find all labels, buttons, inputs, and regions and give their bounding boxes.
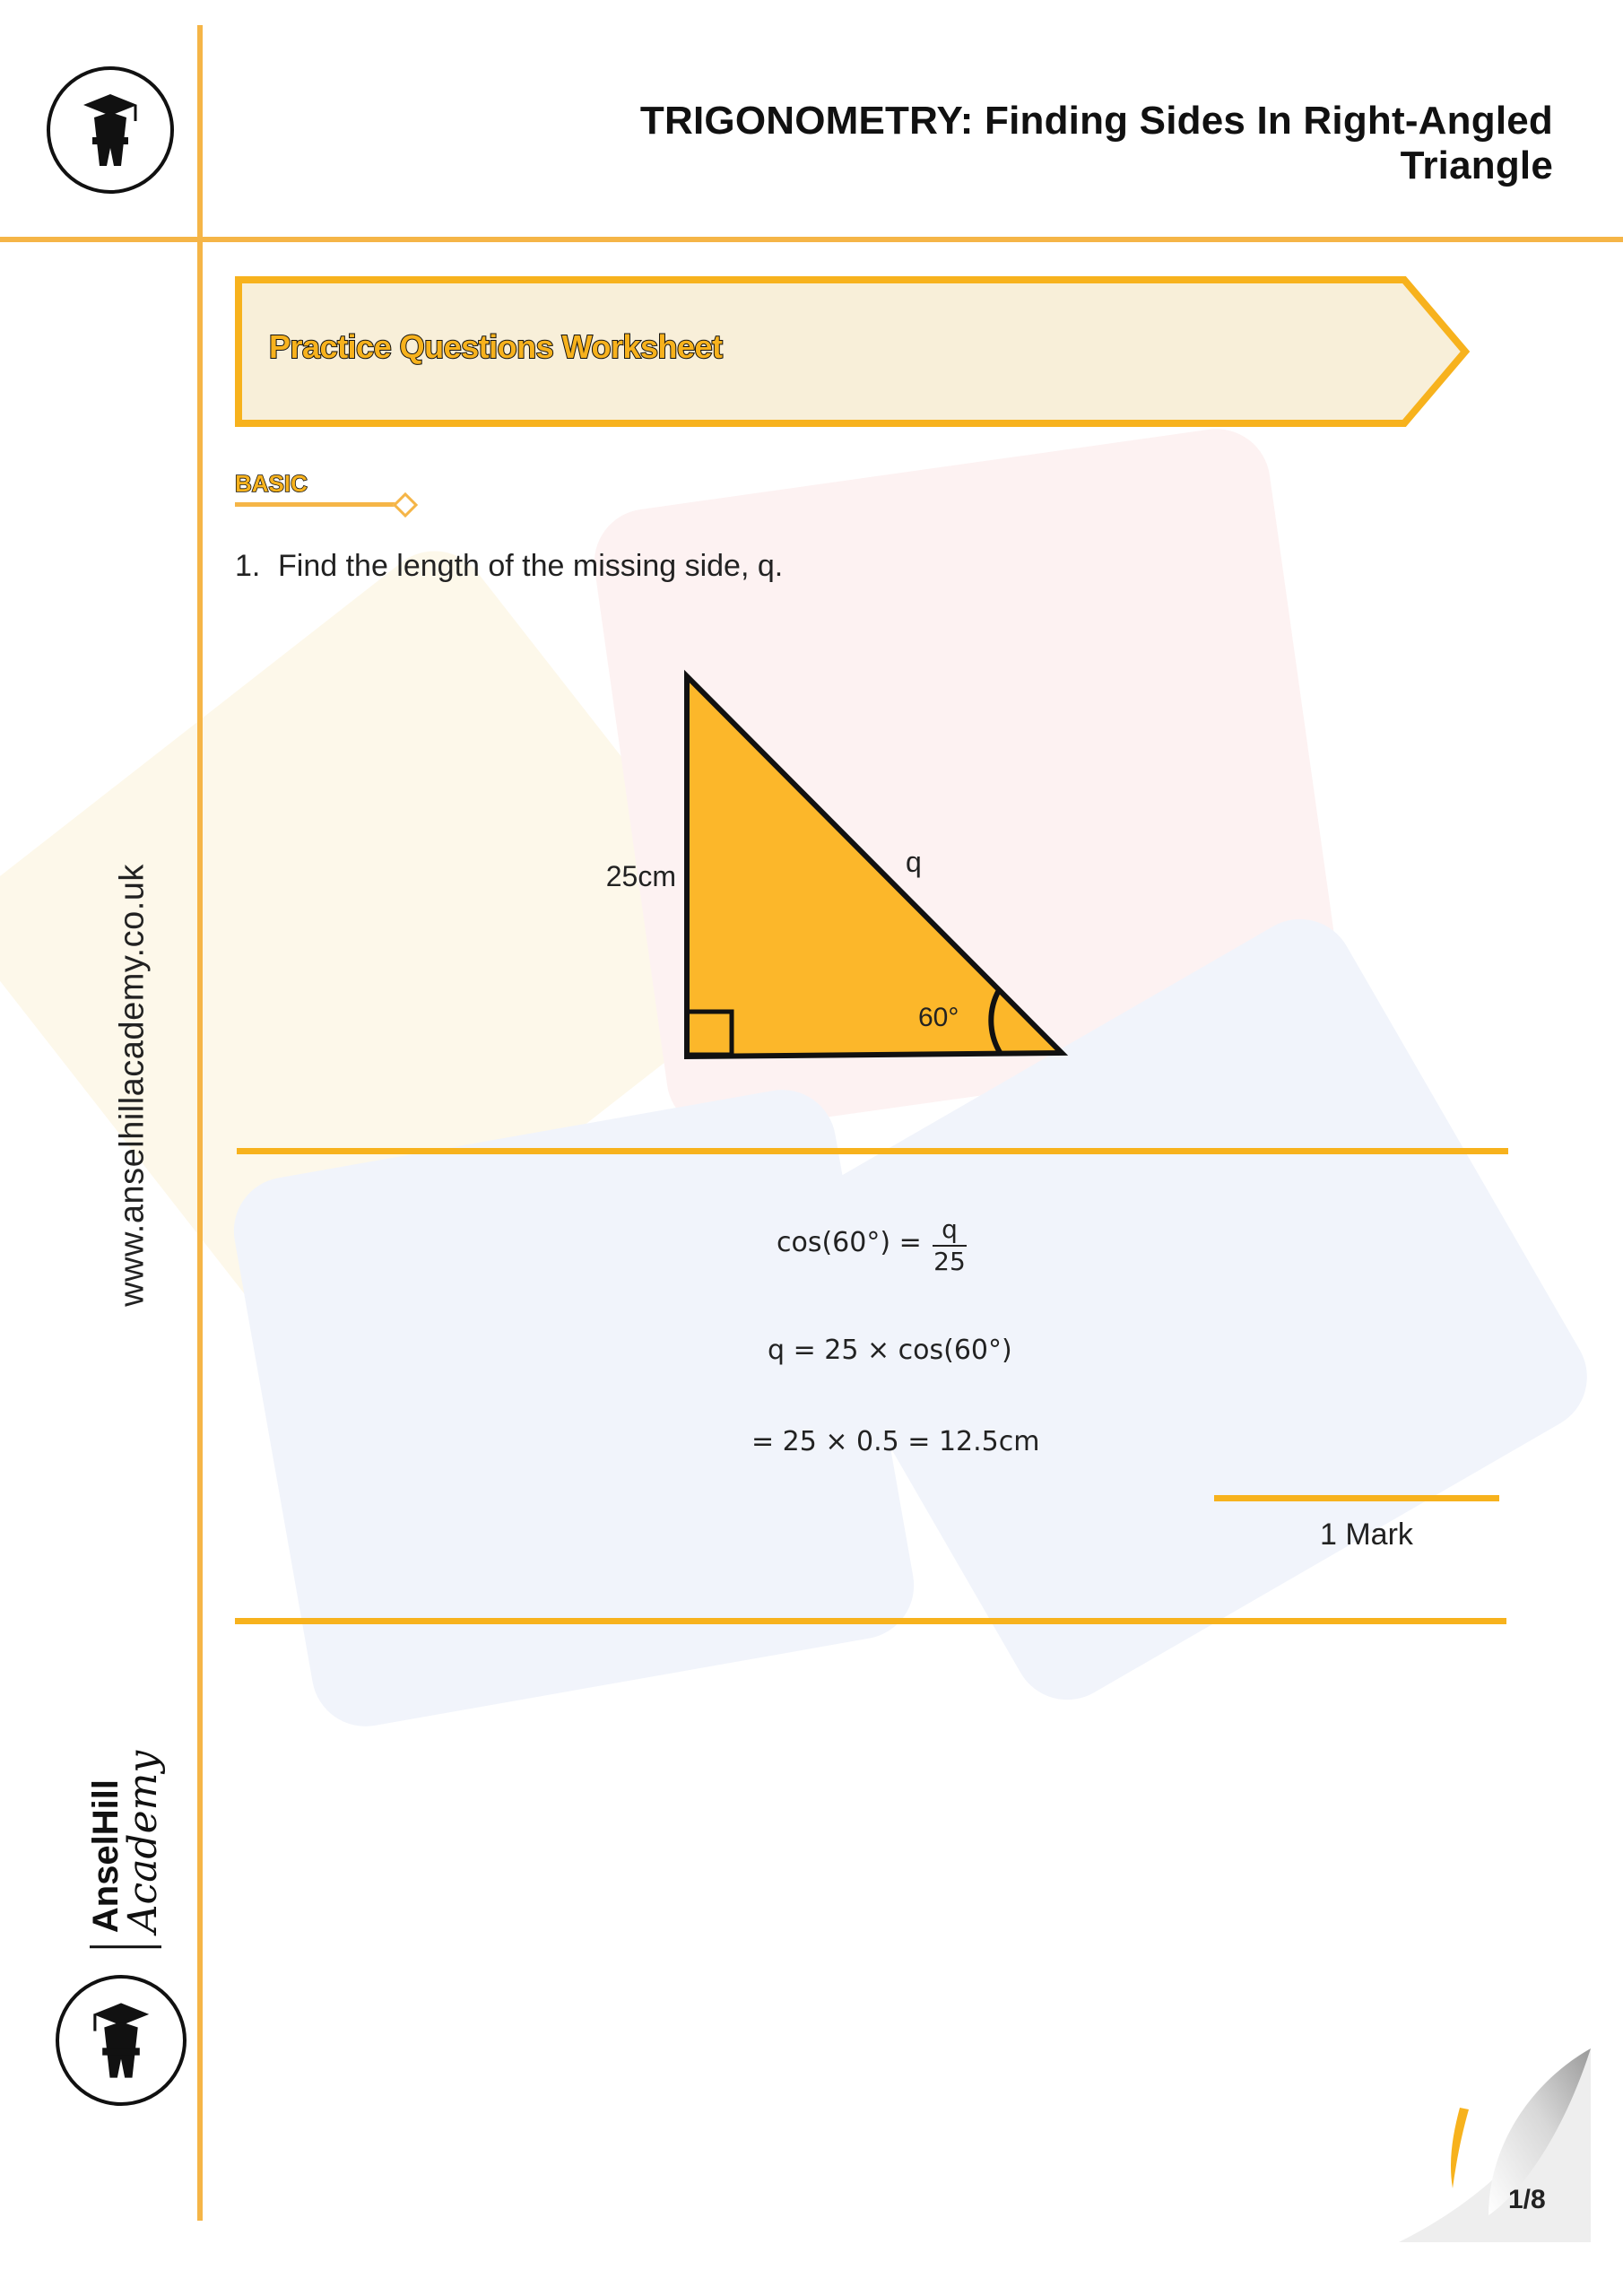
frame-horizontal-line <box>0 237 1623 242</box>
answer-bottom-rule <box>235 1618 1506 1624</box>
triangle-diagram <box>574 664 1076 1076</box>
brand-top: AnselHill <box>86 1779 126 1934</box>
section-diamond-icon <box>393 492 418 517</box>
working-line-2: q = 25 × cos(60°) <box>768 1335 1012 1366</box>
frame-vertical-line <box>197 25 203 2221</box>
working-line-3: = 25 × 0.5 = 12.5cm <box>751 1426 1040 1457</box>
brand-divider <box>90 1945 161 1948</box>
right-triangle <box>687 676 1062 1057</box>
watermark-shape-blue <box>225 1082 922 1735</box>
question-number: 1. <box>235 549 261 583</box>
marks-label: 1 Mark <box>1320 1518 1413 1552</box>
question-1 <box>235 549 783 584</box>
section-label: BASIC <box>235 470 308 497</box>
page-curl-icon <box>1399 2045 1605 2251</box>
academy-logo <box>47 66 174 194</box>
fraction-denominator: 25 <box>933 1247 966 1276</box>
working-line-1 <box>777 1227 922 1258</box>
graduation-cap-icon <box>65 85 155 175</box>
section-underline <box>235 502 401 507</box>
graduation-cap-icon <box>74 1994 168 2087</box>
banner-label: Practice Questions Worksheet <box>269 328 723 365</box>
page-title: TRIGONOMETRY: Finding Sides In Right-Angled Triangle <box>639 99 1553 187</box>
question-text: Find the length of the missing side, q. <box>278 549 784 583</box>
brand-bottom: Academy <box>120 1750 166 1934</box>
page-number: 1/8 <box>1508 2185 1546 2214</box>
sidebar-logo <box>56 1975 187 2106</box>
sidebar-brand <box>86 1750 166 1948</box>
answer-top-rule <box>237 1148 1508 1154</box>
working-cos-expression: cos(60°) = <box>777 1227 922 1258</box>
fraction-numerator: q <box>942 1214 958 1244</box>
working-fraction <box>927 1214 972 1277</box>
hypotenuse-label: q <box>906 846 922 878</box>
marks-rule <box>1214 1495 1499 1501</box>
website-url: www.anselhillacademy.co.uk <box>113 864 152 1307</box>
angle-label: 60° <box>918 1003 959 1032</box>
brand-text <box>86 1750 166 1934</box>
side-label-25cm: 25cm <box>605 860 676 892</box>
